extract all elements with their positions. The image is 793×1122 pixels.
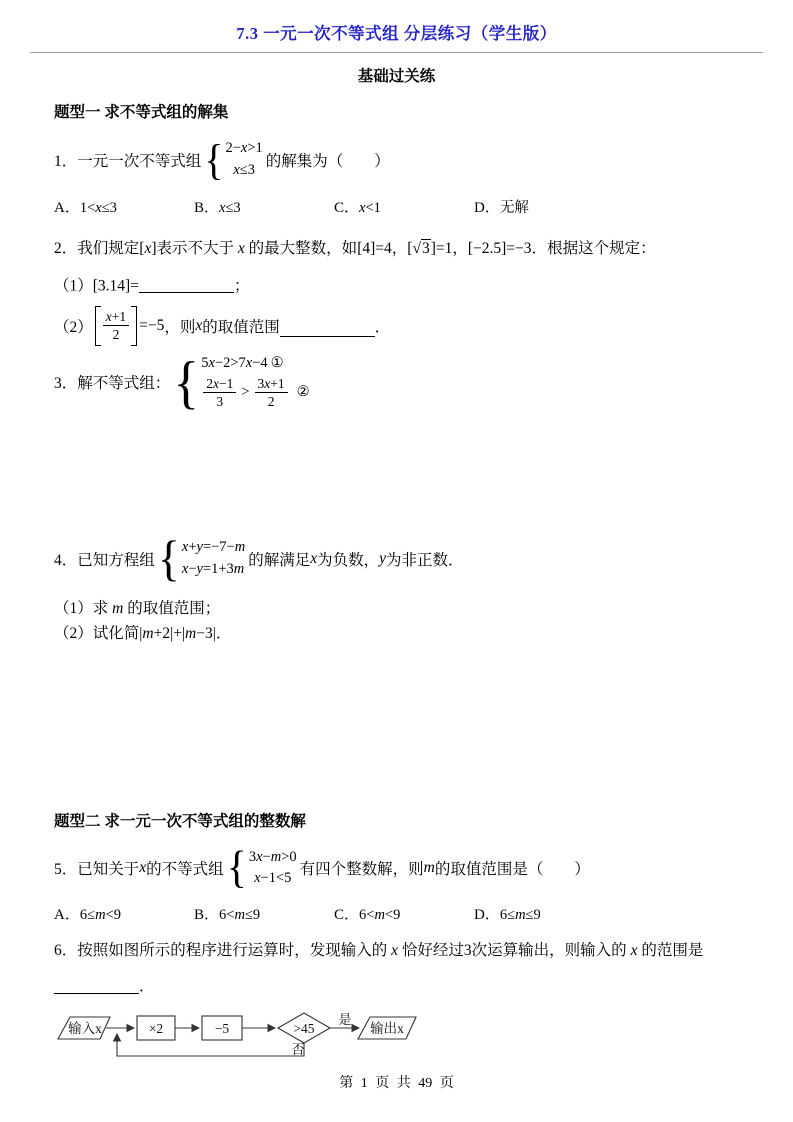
problem-5-options: [54, 903, 749, 924]
option-c: C．6<m<9: [334, 907, 401, 924]
multiply-label: ×2: [148, 1021, 164, 1037]
problem-1-pre: 一元一次不等式组: [77, 152, 202, 170]
problem-6: 6．按照如图所示的程序进行运算时，发现输入的 x 恰好经过3次运算输出，则输入的 x 的范围是: [54, 942, 704, 960]
work-space: [54, 411, 749, 537]
problem-4-sub1: （1）求 m 的取值范围；: [54, 600, 221, 618]
problem-5-number: 5．: [54, 861, 78, 879]
problem-3-inequality-1: 5x−2>7x−4 ①: [201, 353, 283, 375]
circled-2-label: ②: [296, 383, 310, 400]
doc-title: 7.3 一元一次不等式组 分层练习（学生版）: [236, 24, 557, 43]
problem-2: 2．我们规定[x]表示不大于 x 的最大整数，如[4]=4，[√3]=1，[−2.5]=−3．根据这个规定：: [54, 239, 656, 257]
option-b: B．x≤3: [194, 199, 241, 216]
work-space: [54, 645, 749, 809]
program-flowchart: [56, 1004, 428, 1062]
page-footer: 第 1 页 共 49 页: [339, 1076, 454, 1091]
fraction: $\frac{3x+1}{2}$: [255, 375, 288, 411]
problem-1-number: 1．: [54, 152, 78, 170]
example-floor-4: [4]=4: [357, 239, 392, 257]
problem-6-answer-line: ．: [54, 974, 749, 996]
answer-blank: [280, 321, 375, 337]
feedback-arrow: [117, 1034, 304, 1056]
floor-fraction-expr: [95, 306, 137, 346]
problem-1: [54, 134, 749, 184]
problem-6-number: 6．: [54, 942, 78, 960]
section-header: 基础过关练: [357, 68, 436, 85]
left-brace-icon: {: [226, 842, 247, 893]
option-a: A．1<x≤3: [54, 199, 117, 216]
floor-314: [3.14]=: [92, 277, 139, 295]
option-c: C．x<1: [334, 199, 381, 216]
problem-1-post: 的解集为（ ）: [265, 152, 390, 170]
content-area: [54, 100, 749, 1062]
abs-value-expr: |m+2|+|m−3|: [139, 624, 216, 642]
condition-label: >45: [293, 1021, 315, 1037]
problem-1-system: [204, 134, 263, 184]
subtract-label: −5: [214, 1021, 230, 1037]
problem-3: 3． 解不等式组： { 5x−2>7x−4 ① $\frac{2x-1}{3}$ > $\frac{3x+1}{2}$ ②: [54, 349, 310, 414]
problem-4-equation-2: x−y=1+3m: [181, 560, 245, 577]
topic2-heading: 题型二 求一元一次不等式组的整数解: [54, 812, 306, 830]
problem-3-number: 3．: [54, 374, 78, 392]
topic1-heading: 题型一 求不等式组的解集: [54, 104, 229, 121]
sqrt-radicand: 3: [421, 239, 430, 257]
no-label: 否: [291, 1042, 305, 1058]
output-label: 输出x: [370, 1021, 404, 1037]
answer-blank: [54, 979, 139, 995]
circled-1-label: ①: [270, 354, 284, 371]
input-label: 输入x: [68, 1021, 102, 1037]
left-brace-icon: {: [173, 349, 200, 414]
example-floor-neg: [−2.5]=−3: [467, 239, 532, 257]
problem-4: 4． 已知方程组 { x+y=−7−m x−y=1+3m 的解满足 x 为负数， y 为非正数．: [54, 530, 464, 586]
left-brace-icon: {: [157, 530, 180, 586]
problem-1-options: [54, 196, 749, 217]
fraction: $\frac{x+1}{2}$: [103, 308, 129, 344]
option-a: A．6≤m<9: [54, 907, 121, 924]
problem-2-number: 2．: [54, 239, 78, 257]
problem-4-number: 4．: [54, 551, 78, 569]
problem-4-sub2: （2）试化简|m+2|+|m−3|．: [54, 624, 232, 642]
yes-label: 是: [338, 1012, 352, 1028]
problem-1-inequality-1: 2−x>1: [225, 140, 263, 156]
problem-2-sub2: （2） $\frac{x+1}{2}$ =−5 ，则 x 的取值范围 ．: [54, 306, 749, 346]
right-bracket-icon: [131, 306, 137, 346]
option-d: D．无解: [474, 199, 529, 216]
title-divider: [30, 52, 763, 53]
left-bracket-icon: [95, 306, 101, 346]
problem-5: 5． 已知关于 x 的不等式组 { 3x−m>0 x−1<5 有四个整数解，则 m 的取值范围是（ ）: [54, 842, 590, 893]
problem-3-inequality-2: $\frac{2x-1}{3}$ > $\frac{3x+1}{2}$ ②: [201, 375, 309, 411]
option-b: B．6<m≤9: [194, 907, 261, 924]
example-floor-sqrt3: [√: [407, 239, 421, 257]
problem-5-system: [226, 842, 297, 893]
problem-4-system: [157, 530, 246, 586]
problem-5-inequality-2: x−1<5: [254, 870, 292, 887]
problem-2-sub1: （1）[3.14]= ；: [54, 277, 250, 295]
problem-4-equation-1: x+y=−7−m: [181, 538, 246, 555]
problem-1-inequality-2: x≤3: [233, 161, 255, 178]
fraction: $\frac{2x-1}{3}$: [203, 375, 236, 411]
answer-blank: [139, 278, 234, 294]
problem-5-inequality-1: 3x−m>0: [248, 848, 297, 865]
floor-x: [x]: [139, 239, 157, 257]
left-brace-icon: {: [204, 134, 224, 184]
option-d: D．6≤m≤9: [474, 907, 541, 924]
